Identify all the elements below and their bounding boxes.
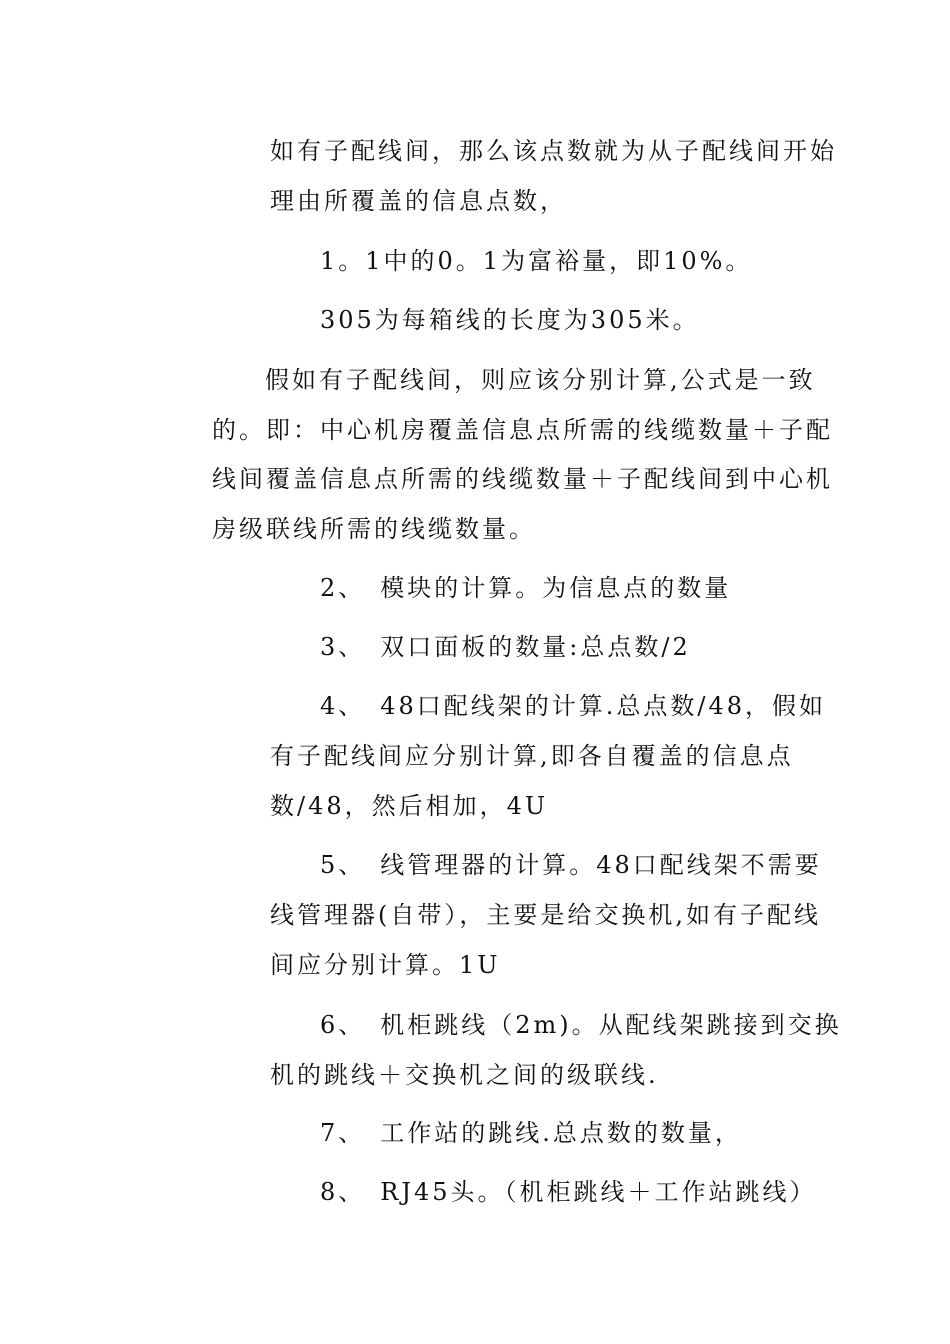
- text-line-11: 4、 48口配线架的计算.总点数/48，假如: [320, 692, 827, 720]
- text-line-3: 1。1中的0。1为富裕量，即10%。: [320, 247, 753, 275]
- text-line-12: 有子配线间应分别计算,即各自覆盖的信息点: [270, 742, 794, 770]
- text-line-18: 机的跳线＋交换机之间的级联线.: [270, 1061, 659, 1089]
- text-line-8: 房级联线所需的线缆数量。: [212, 515, 536, 543]
- text-line-9: 2、 模块的计算。为信息点的数量: [320, 574, 732, 602]
- text-line-7: 线间覆盖信息点所需的线缆数量＋子配线间到中心机: [212, 465, 833, 493]
- text-line-13: 数/48，然后相加，4U: [270, 792, 549, 820]
- text-line-20: 8、 RJ45头。（机柜跳线＋工作站跳线）: [320, 1178, 817, 1206]
- text-line-15: 线管理器(自带），主要是给交换机,如有子配线: [270, 901, 821, 929]
- text-line-14: 5、 线管理器的计算。48口配线架不需要: [320, 851, 822, 879]
- text-line-5: 假如有子配线间，则应该分别计算,公式是一致: [265, 366, 816, 394]
- text-line-1: 如有子配线间，那么该点数就为从子配线间开始: [270, 137, 837, 165]
- text-line-19: 7、 工作站的跳线.总点数的数量，: [320, 1119, 742, 1147]
- text-line-10: 3、 双口面板的数量:总点数/2: [320, 633, 691, 661]
- text-line-17: 6、 机柜跳线（2m)。从配线架跳接到交换: [320, 1011, 842, 1039]
- text-line-16: 间应分别计算。1U: [270, 951, 501, 979]
- text-line-6: 的。即：中心机房覆盖信息点所需的线缆数量＋子配: [212, 416, 833, 444]
- text-line-2: 理由所覆盖的信息点数，: [270, 187, 567, 215]
- text-line-4: 305为每箱线的长度为305米。: [320, 306, 700, 334]
